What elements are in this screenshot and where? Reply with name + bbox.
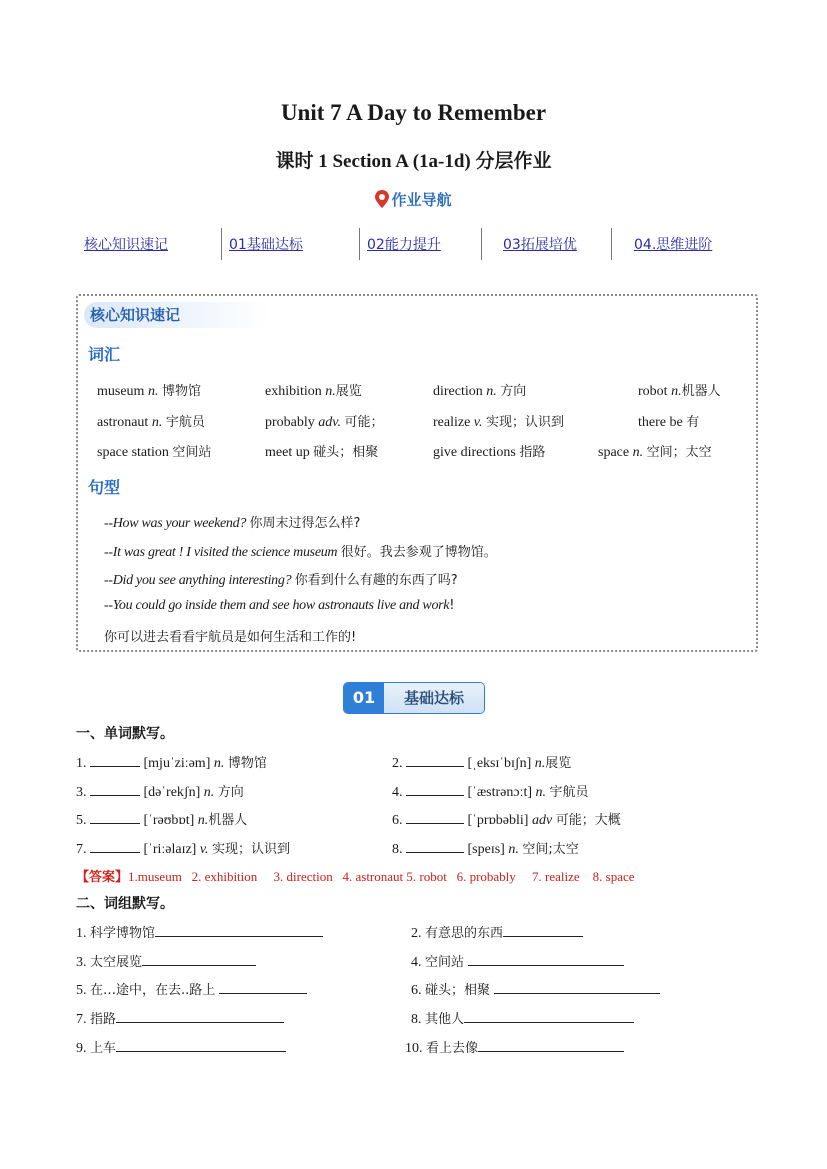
homework-nav-bar <box>78 228 758 260</box>
sentence-translation: 你可以进去看看宇航员是如何生活和工作的! <box>104 630 357 645</box>
word-question: 1. [mjuˈziːəm] n. 博物馆 <box>76 756 267 771</box>
vocab-item: astronaut n. 宇航员 <box>97 415 205 430</box>
vocab-item: robot n.机器人 <box>638 384 721 399</box>
homework-nav-label: 作业导航 <box>391 191 452 209</box>
sentence-item: --How was your weekend? 你周末过得怎么样? <box>104 516 361 531</box>
nav-divider <box>611 228 612 260</box>
answer-blank[interactable] <box>406 840 464 853</box>
phrase-question: 9. 上车 <box>76 1037 286 1057</box>
answer-blank[interactable] <box>116 1039 286 1052</box>
phrase-question: 3. 太空展览 <box>76 951 256 971</box>
answer-blank[interactable] <box>219 981 307 994</box>
vocab-item: exhibition n.展览 <box>265 384 362 399</box>
location-pin-icon <box>375 190 389 212</box>
section-badge <box>343 682 485 714</box>
answer-blank[interactable] <box>155 924 323 937</box>
nav-link-extension[interactable]: 03拓展培优 <box>503 237 577 253</box>
nav-link-core-knowledge[interactable]: 核心知识速记 <box>84 237 168 253</box>
q2-heading: 二、词组默写。 <box>76 896 174 912</box>
vocab-item: direction n. 方向 <box>433 384 527 399</box>
answer-blank[interactable] <box>494 981 660 994</box>
section-badge-label: 基础达标 <box>384 683 484 713</box>
word-question: 2. [ˌeksɪˈbɪʃn] n.展览 <box>392 756 572 771</box>
answer-blank[interactable] <box>468 953 624 966</box>
word-question: 8. [speɪs] n. 空间;太空 <box>392 842 579 857</box>
word-question: 6. [ˈprɒbəbli] adv 可能；大概 <box>392 813 621 828</box>
word-question: 3. [dəˈrekʃn] n. 方向 <box>76 785 244 800</box>
answer-key <box>76 866 635 885</box>
answer-blank[interactable] <box>406 783 464 796</box>
answer-text: 1.museum 2. exhibition 3. direction 4. astronaut 5. robot 6. probably 7. realize 8. space <box>128 869 635 884</box>
homework-nav-heading <box>0 189 827 212</box>
section-badge-number: 01 <box>344 683 384 713</box>
answer-blank[interactable] <box>90 783 140 796</box>
sentence-item: --It was great ! I visited the science museum 很好。我去参观了博物馆。 <box>104 545 497 560</box>
nav-link-ability[interactable]: 02能力提升 <box>367 237 441 253</box>
answer-blank[interactable] <box>406 811 464 824</box>
vocab-item: realize v. 实现；认识到 <box>433 415 564 430</box>
phrase-question: 1. 科学博物馆 <box>76 922 323 942</box>
nav-divider <box>221 228 222 260</box>
q1-heading: 一、单词默写。 <box>76 726 174 742</box>
answer-blank[interactable] <box>464 1010 634 1023</box>
word-question: 7. [ˈriːəlaɪz] v. 实现；认识到 <box>76 842 291 857</box>
nav-link-basic[interactable]: 01基础达标 <box>229 237 303 253</box>
answer-blank[interactable] <box>503 924 583 937</box>
word-question: 4. [ˈæstrənɔːt] n. 宇航员 <box>392 785 589 800</box>
phrase-question: 8. 其他人 <box>411 1008 634 1028</box>
nav-divider <box>481 228 482 260</box>
sentence-item: --Did you see anything interesting? 你看到什么有趣的东西了吗? <box>104 573 458 588</box>
sentence-pattern-heading: 句型 <box>88 478 121 497</box>
answer-blank[interactable] <box>406 754 464 767</box>
page-subtitle: 课时 1 Section A (1a-1d) 分层作业 <box>275 151 552 172</box>
vocab-heading: 词汇 <box>88 345 121 364</box>
vocab-item: meet up 碰头；相聚 <box>265 445 379 460</box>
answer-blank[interactable] <box>90 811 140 824</box>
vocab-item: museum n. 博物馆 <box>97 384 201 399</box>
phrase-question: 6. 碰头；相聚 <box>411 979 660 999</box>
phrase-question: 5. 在…途中，在去..路上 <box>76 979 307 999</box>
sentence-item: --You could go inside them and see how astronauts live and work! <box>104 598 455 613</box>
phrase-question: 2. 有意思的东西 <box>411 922 583 942</box>
nav-link-thinking[interactable]: 04.思维进阶 <box>634 237 713 253</box>
phrase-question: 4. 空间站 <box>411 951 624 971</box>
vocab-item: there be 有 <box>638 415 700 430</box>
answer-blank[interactable] <box>116 1010 284 1023</box>
answer-blank[interactable] <box>90 754 140 767</box>
phrase-question: 7. 指路 <box>76 1008 284 1028</box>
word-question: 5. [ˈrəʊbɒt] n.机器人 <box>76 813 248 828</box>
vocab-item: probably adv. 可能； <box>265 415 384 430</box>
phrase-question: 10. 看上去像 <box>405 1037 624 1057</box>
answer-blank[interactable] <box>90 840 140 853</box>
vocab-item: give directions 指路 <box>433 445 546 460</box>
answer-tag: 【答案】 <box>76 870 129 885</box>
vocab-item: space station 空间站 <box>97 445 212 460</box>
nav-divider <box>359 228 360 260</box>
page-title: Unit 7 A Day to Remember <box>280 100 547 125</box>
vocab-item: space n. 空间；太空 <box>598 445 712 460</box>
core-knowledge-heading: 核心知识速记 <box>84 302 270 328</box>
answer-blank[interactable] <box>478 1039 624 1052</box>
answer-blank[interactable] <box>142 953 256 966</box>
